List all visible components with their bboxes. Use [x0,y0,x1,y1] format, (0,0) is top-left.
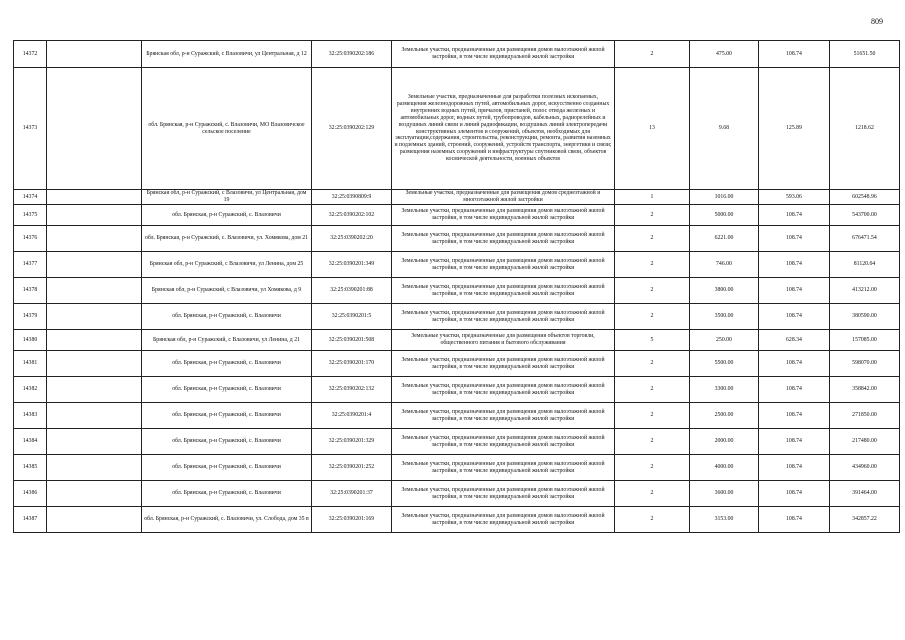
row-cadastral-number: 32:25:0390202:102 [312,205,392,226]
row-address: Брянская обл, р-н Суражский, с Влазовичи, ул Ленина, д 21 [142,330,312,351]
empty-cell [47,68,142,190]
row-cadastral-number: 32:25:0390201:349 [312,252,392,278]
row-group-code: 2 [615,304,690,330]
empty-cell [47,429,142,455]
empty-cell [47,377,142,403]
empty-cell [47,278,142,304]
row-unit-value: 108.74 [759,377,830,403]
row-group-code: 2 [615,252,690,278]
table-row [14,226,900,252]
row-group-code: 2 [615,205,690,226]
row-group-code: 2 [615,403,690,429]
row-permitted-use: Земельные участки, предназначенные для размещения домов малоэтажной жилой застройки, в том числе индивидуальной жилой застройки [392,507,615,533]
row-address: Брянская обл, р-н Суражский, с Влазовичи, ул Ленина, дом 25 [142,252,312,278]
table-row [14,429,900,455]
row-area: 6221.00 [690,226,759,252]
row-id: 14386 [14,481,47,507]
row-area: 5500.00 [690,351,759,377]
row-unit-value: 108.74 [759,507,830,533]
row-permitted-use: Земельные участки, предназначенные для размещения домов малоэтажной жилой застройки, в том числе индивидуальной жилой застройки [392,41,615,68]
row-cadastral-number: 32:25:0390202:129 [312,68,392,190]
table-row [14,455,900,481]
row-id: 14380 [14,330,47,351]
row-group-code: 2 [615,377,690,403]
table-row [14,377,900,403]
row-cadastral-number: 32:25:0390201:4 [312,403,392,429]
empty-cell [47,330,142,351]
row-id: 14376 [14,226,47,252]
row-unit-value: 108.74 [759,455,830,481]
row-permitted-use: Земельные участки, предназначенные для размещения домов малоэтажной жилой застройки, в том числе индивидуальной жилой застройки [392,351,615,377]
row-cadastral-number: 32:25:0390201:169 [312,507,392,533]
row-permitted-use: Земельные участки, предназначенные для размещения объектов торговли, общественного питания и бытового обслуживания [392,330,615,351]
row-permitted-use: Земельные участки, предназначенные для размещения домов малоэтажной жилой застройки, в том числе индивидуальной жилой застройки [392,455,615,481]
row-permitted-use: Земельные участки, предназначенные для размещения домов среднеэтажной и многоэтажной жилой застройки [392,190,615,205]
row-group-code: 5 [615,330,690,351]
row-cadastral-value: 157085.00 [830,330,900,351]
row-cadastral-value: 413212.00 [830,278,900,304]
row-cadastral-value: 51651.50 [830,41,900,68]
row-group-code: 2 [615,41,690,68]
row-cadastral-number: 32:25:0390201:508 [312,330,392,351]
row-address: обл. Брянская, р-н Суражский, с. Влазовичи [142,403,312,429]
row-area: 2000.00 [690,429,759,455]
row-id: 14383 [14,403,47,429]
table-row [14,252,900,278]
row-area: 9.68 [690,68,759,190]
empty-cell [47,252,142,278]
row-cadastral-number: 32:25:0390201:252 [312,455,392,481]
table-row [14,190,900,205]
row-id: 14385 [14,455,47,481]
row-id: 14378 [14,278,47,304]
row-group-code: 2 [615,278,690,304]
empty-cell [47,226,142,252]
row-area: 3300.00 [690,377,759,403]
row-address: обл. Брянская, р-н Суражский, с. Влазовичи, ул. Слобода, дом 35 в [142,507,312,533]
table-row [14,330,900,351]
row-cadastral-number: 32:25:0390201:329 [312,429,392,455]
row-unit-value: 108.74 [759,304,830,330]
row-area: 3600.00 [690,481,759,507]
row-permitted-use: Земельные участки, предназначенные для размещения домов малоэтажной жилой застройки, в том числе индивидуальной жилой застройки [392,252,615,278]
row-id: 14373 [14,68,47,190]
empty-cell [47,190,142,205]
row-cadastral-value: 598070.00 [830,351,900,377]
row-group-code: 2 [615,226,690,252]
row-group-code: 1 [615,190,690,205]
table-row [14,351,900,377]
row-address: обл. Брянская, р-н Суражский, с. Влазовичи, ул. Хомякова, дом 21 [142,226,312,252]
empty-cell [47,403,142,429]
row-group-code: 2 [615,351,690,377]
row-unit-value: 125.89 [759,68,830,190]
row-group-code: 2 [615,429,690,455]
row-area: 5000.00 [690,205,759,226]
row-cadastral-number: 32:25:0390202:20 [312,226,392,252]
row-cadastral-value: 391464.00 [830,481,900,507]
row-address: Брянская обл, р-н Суражский, с Влазовичи, ул Центральная, д 12 [142,41,312,68]
table-row [14,68,900,190]
row-unit-value: 108.74 [759,205,830,226]
row-id: 14384 [14,429,47,455]
row-id: 14382 [14,377,47,403]
row-unit-value: 108.74 [759,252,830,278]
row-id: 14379 [14,304,47,330]
row-permitted-use: Земельные участки, предназначенные для размещения домов малоэтажной жилой застройки, в том числе индивидуальной жилой застройки [392,403,615,429]
table-row [14,507,900,533]
table-row [14,481,900,507]
row-group-code: 2 [615,507,690,533]
table-row [14,304,900,330]
row-permitted-use: Земельные участки, предназначенные для размещения домов малоэтажной жилой застройки, в том числе индивидуальной жилой застройки [392,377,615,403]
row-unit-value: 628.34 [759,330,830,351]
land-registry-table [13,40,900,533]
row-cadastral-number: 32:25:0390202:132 [312,377,392,403]
empty-cell [47,507,142,533]
row-permitted-use: Земельные участки, предназначенные для размещения домов малоэтажной жилой застройки, в том числе индивидуальной жилой застройки [392,226,615,252]
row-area: 4000.00 [690,455,759,481]
row-area: 3800.00 [690,278,759,304]
row-group-code: 2 [615,481,690,507]
row-address: обл. Брянская, р-н Суражский, с. Влазовичи [142,429,312,455]
row-address: обл. Брянская, р-н Суражский, с. Влазовичи [142,455,312,481]
row-permitted-use: Земельные участки, предназначенные для размещения домов малоэтажной жилой застройки, в том числе индивидуальной жилой застройки [392,205,615,226]
row-id: 14377 [14,252,47,278]
row-cadastral-value: 271850.00 [830,403,900,429]
row-unit-value: 108.74 [759,403,830,429]
row-cadastral-number: 32:25:0390202:186 [312,41,392,68]
empty-cell [47,205,142,226]
row-address: обл. Брянская, р-н Суражский, с. Влазовичи [142,205,312,226]
row-permitted-use: Земельные участки, предназначенные для размещения домов малоэтажной жилой застройки, в том числе индивидуальной жилой застройки [392,429,615,455]
row-unit-value: 108.74 [759,278,830,304]
row-cadastral-number: 32:25:0390201:88 [312,278,392,304]
empty-cell [47,304,142,330]
row-address: обл. Брянская, р-н Суражский, с. Влазовичи [142,481,312,507]
row-address: обл. Брянская, р-н Суражский, с. Влазовичи [142,377,312,403]
row-address: Брянская обл, р-н Суражский, с Влазовичи, ул Хомякова, д 9 [142,278,312,304]
row-permitted-use: Земельные участки, предназначенные для разработки полезных ископаемых, размещения железнодорожных путей, автомобильных дорог, искусственно созданных внутренних водных путей, причалов, пристаней, полос отвода железных и автомобильных дорог, водных путей, трубопроводов, кабельных, радиорелейных и воздушных линий связи и линий радиофикации, воздушных линий электропередачи конструктивных элементов и сооружений, объектов, необходимых для эксплуатации,содержания, строительства, реконструкции, ремонта, развития наземных и подземных зданий, строений, сооружений, устройств транспорта, энергетики и связи; размещения наземных сооружений и инфраструктуры спутниковой связи, объектов космической деятельности, военных объектов [392,68,615,190]
row-cadastral-number: 32:25:0390809:9 [312,190,392,205]
row-cadastral-value: 602548.96 [830,190,900,205]
row-group-code: 13 [615,68,690,190]
table-row [14,403,900,429]
row-area: 3500.00 [690,304,759,330]
table-row [14,278,900,304]
table-row [14,205,900,226]
table-row [14,41,900,68]
row-cadastral-value: 358842.00 [830,377,900,403]
row-area: 3153.00 [690,507,759,533]
row-area: 746.00 [690,252,759,278]
row-address: обл. Брянская, р-н Суражский, с. Влазовичи [142,304,312,330]
row-group-code: 2 [615,455,690,481]
row-permitted-use: Земельные участки, предназначенные для размещения домов малоэтажной жилой застройки, в том числе индивидуальной жилой застройки [392,304,615,330]
row-cadastral-value: 217480.00 [830,429,900,455]
row-address: обл. Брянская, р-н Суражский, с. Влазовичи [142,351,312,377]
empty-cell [47,481,142,507]
row-cadastral-number: 32:25:0390201:170 [312,351,392,377]
empty-cell [47,351,142,377]
row-permitted-use: Земельные участки, предназначенные для размещения домов малоэтажной жилой застройки, в том числе индивидуальной жилой застройки [392,481,615,507]
row-unit-value: 108.74 [759,481,830,507]
empty-cell [47,41,142,68]
row-unit-value: 108.74 [759,351,830,377]
row-address: обл. Брянская, р-н Суражский, с. Влазовичи, МО Влазовичское сельское поселение [142,68,312,190]
row-id: 14387 [14,507,47,533]
row-unit-value: 108.74 [759,41,830,68]
page-number: 809 [871,17,883,26]
empty-cell [47,455,142,481]
row-cadastral-value: 380590.00 [830,304,900,330]
row-id: 14372 [14,41,47,68]
row-id: 14375 [14,205,47,226]
row-area: 475.00 [690,41,759,68]
row-cadastral-number: 32:25:0390201:5 [312,304,392,330]
row-permitted-use: Земельные участки, предназначенные для размещения домов малоэтажной жилой застройки, в том числе индивидуальной жилой застройки [392,278,615,304]
row-cadastral-value: 543700.00 [830,205,900,226]
row-area: 2500.00 [690,403,759,429]
row-id: 14374 [14,190,47,205]
row-cadastral-number: 32:25:0390201:37 [312,481,392,507]
row-unit-value: 108.74 [759,429,830,455]
row-cadastral-value: 1218.62 [830,68,900,190]
row-area: 1016.00 [690,190,759,205]
row-address: Брянская обл, р-н Суражский, с Влазовичи, ул Центральная, дом 19 [142,190,312,205]
row-cadastral-value: 342857.22 [830,507,900,533]
row-area: 250.00 [690,330,759,351]
row-unit-value: 108.74 [759,226,830,252]
row-cadastral-value: 81120.04 [830,252,900,278]
row-id: 14381 [14,351,47,377]
row-unit-value: 593.06 [759,190,830,205]
row-cadastral-value: 434960.00 [830,455,900,481]
row-cadastral-value: 676471.54 [830,226,900,252]
